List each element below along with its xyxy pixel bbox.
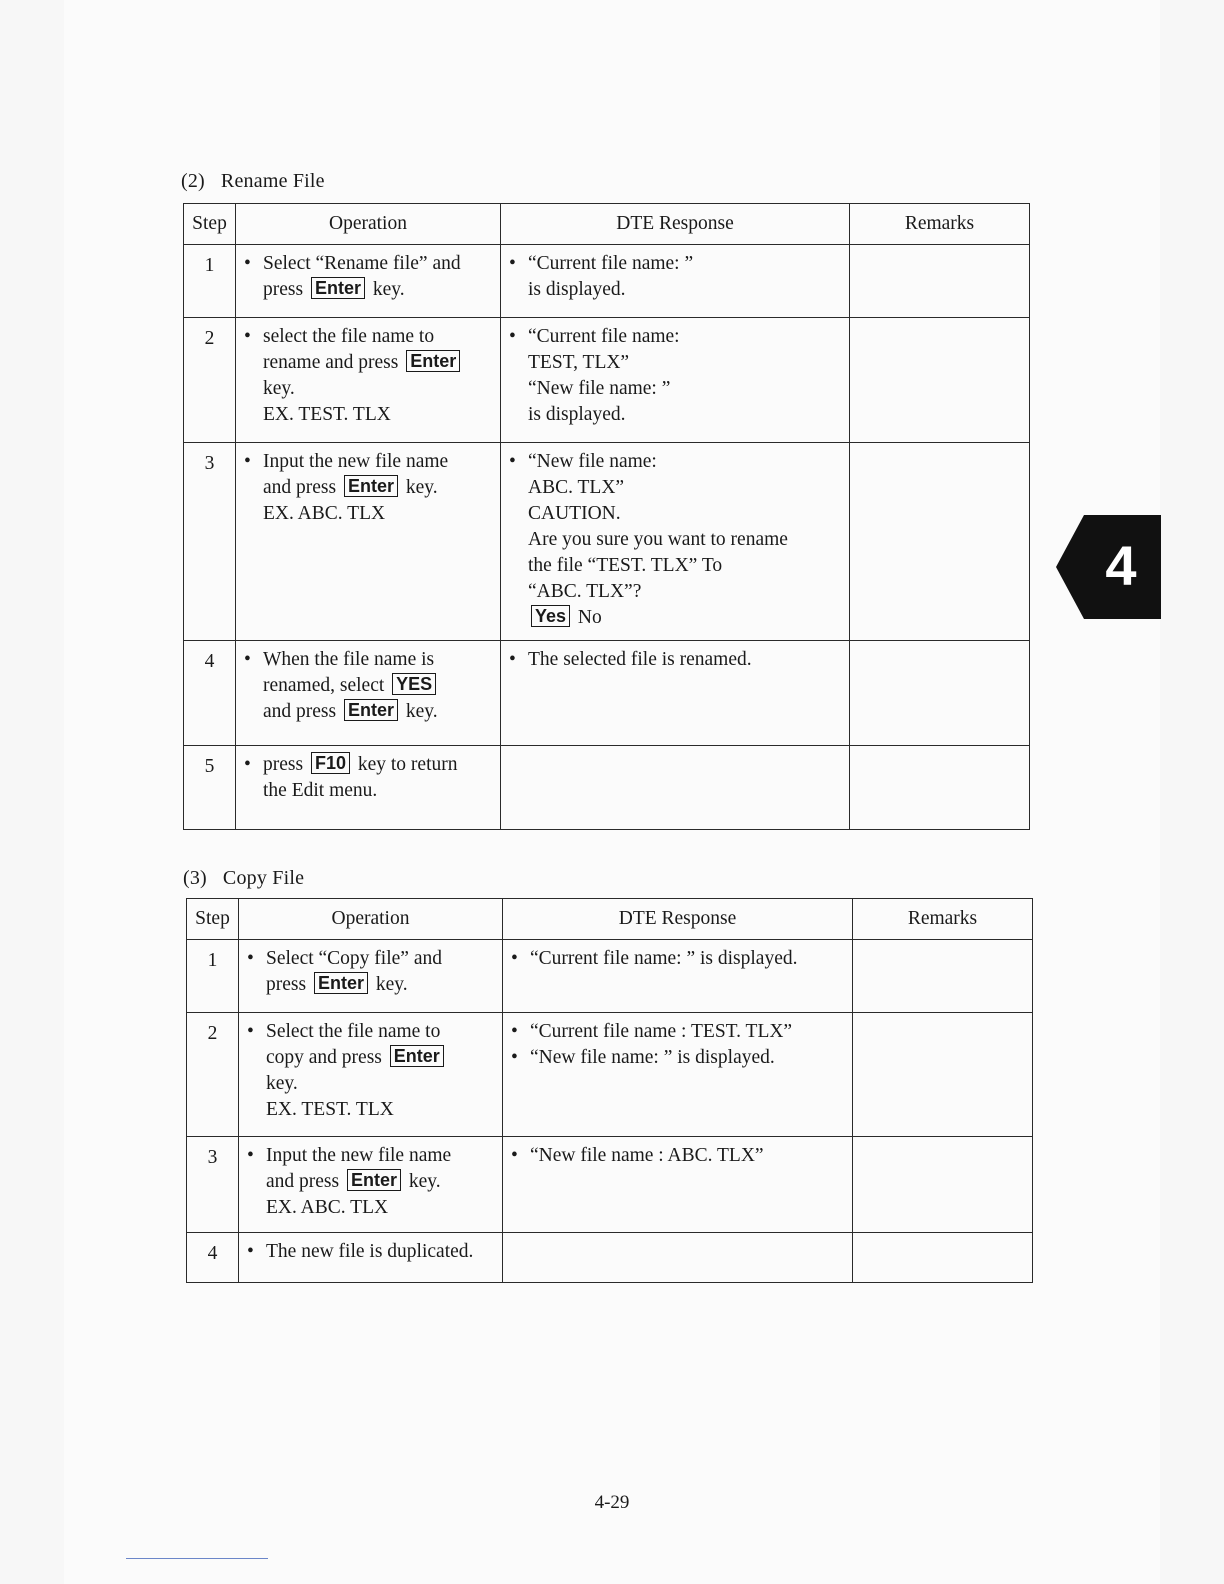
text-line <box>530 1045 844 1071</box>
header-operation: Operation <box>236 204 501 245</box>
text-line <box>266 1097 494 1123</box>
key-label: F10 <box>311 752 350 774</box>
text-segment: The new file is duplicated. <box>266 1241 474 1262</box>
response-item <box>509 251 841 303</box>
rename-file-table <box>183 203 1030 830</box>
copy-section-number: (3) <box>183 867 207 889</box>
remarks-cell <box>850 746 1030 830</box>
text-segment: and press <box>266 1171 344 1192</box>
text-line <box>266 1239 494 1265</box>
text-line <box>528 605 841 631</box>
text-line <box>528 251 841 277</box>
operation-cell <box>236 245 501 318</box>
text-line <box>528 579 841 605</box>
header-dte-response: DTE Response <box>501 204 850 245</box>
remarks-cell <box>850 641 1030 746</box>
table-row <box>184 245 1030 318</box>
text-segment: “New file name : ABC. TLX” <box>530 1145 764 1166</box>
dte-response-cell <box>501 318 850 443</box>
step-number: 3 <box>184 443 236 641</box>
text-line <box>530 1019 844 1045</box>
key-label: Enter <box>347 1169 401 1191</box>
dte-response-cell <box>503 940 853 1013</box>
text-line <box>266 1071 494 1097</box>
remarks-cell <box>850 443 1030 641</box>
text-segment: key. <box>367 279 405 300</box>
text-segment: and press <box>263 477 341 498</box>
text-segment: “Current file name: ” is displayed. <box>530 948 798 969</box>
rename-section-number: (2) <box>181 170 205 192</box>
table-header-row <box>187 899 1033 940</box>
text-segment: Input the new file name <box>266 1145 452 1166</box>
operation-item <box>244 449 492 527</box>
remarks-cell <box>853 940 1033 1013</box>
text-segment: key. <box>263 378 295 399</box>
header-step: Step <box>184 204 236 245</box>
step-number: 5 <box>184 746 236 830</box>
text-segment: CAUTION. <box>528 503 621 524</box>
table-row <box>187 1013 1033 1137</box>
step-number: 1 <box>184 245 236 318</box>
text-line <box>528 449 841 475</box>
text-line <box>528 402 841 428</box>
text-line <box>528 501 841 527</box>
table-row <box>184 443 1030 641</box>
table-row <box>187 940 1033 1013</box>
copy-section-label: Copy File <box>222 867 305 889</box>
text-segment: key. <box>401 477 438 498</box>
text-line <box>266 1195 494 1221</box>
table-row <box>187 1137 1033 1233</box>
text-line <box>266 1045 494 1071</box>
text-segment: Select the file name to <box>266 1021 441 1042</box>
text-segment: key. <box>266 1073 298 1094</box>
text-segment: press <box>263 279 308 300</box>
text-segment: EX. ABC. TLX <box>266 1197 389 1218</box>
operation-cell <box>239 1137 503 1233</box>
text-line <box>266 972 494 998</box>
operation-item <box>247 1143 494 1221</box>
header-step: Step <box>187 899 239 940</box>
rename-section-label: Rename File <box>220 170 325 192</box>
text-segment: When the file name is <box>263 649 435 670</box>
response-item <box>511 1019 844 1045</box>
text-segment: is displayed. <box>528 279 626 300</box>
response-item <box>511 946 844 972</box>
key-label: Enter <box>344 699 398 721</box>
text-segment: “Current file name: <box>528 326 680 347</box>
step-number: 1 <box>187 940 239 1013</box>
operation-item <box>247 1239 494 1265</box>
text-segment: Select “Copy file” and <box>266 948 442 969</box>
dte-response-cell <box>501 443 850 641</box>
key-label: Enter <box>344 475 398 497</box>
remarks-cell <box>850 318 1030 443</box>
key-label: Enter <box>390 1045 444 1067</box>
text-line <box>528 277 841 303</box>
response-item <box>511 1143 844 1169</box>
step-number: 2 <box>184 318 236 443</box>
text-segment: No <box>573 607 602 628</box>
table-row <box>184 746 1030 830</box>
text-line <box>530 1143 844 1169</box>
key-label: Yes <box>531 605 570 627</box>
text-segment: TEST, TLX” <box>528 352 630 373</box>
text-segment: “New file name: <box>528 451 657 472</box>
text-segment: EX. TEST. TLX <box>263 404 391 425</box>
text-segment: Are you sure you want to rename <box>528 529 788 550</box>
table-header-row <box>184 204 1030 245</box>
text-segment: EX. TEST. TLX <box>266 1099 394 1120</box>
text-segment: EX. ABC. TLX <box>263 503 386 524</box>
copy-file-table <box>186 898 1033 1283</box>
table-row <box>187 1233 1033 1283</box>
remarks-cell <box>850 245 1030 318</box>
text-line <box>263 475 492 501</box>
text-line <box>528 527 841 553</box>
response-item <box>511 1045 844 1071</box>
key-label: Enter <box>406 350 460 372</box>
text-line <box>528 376 841 402</box>
operation-item <box>244 324 492 428</box>
text-line <box>266 1019 494 1045</box>
text-line <box>263 449 492 475</box>
text-line <box>263 251 492 277</box>
text-line <box>530 946 844 972</box>
text-line <box>263 324 492 350</box>
text-segment: and press <box>263 701 341 722</box>
text-line <box>263 501 492 527</box>
header-dte-response: DTE Response <box>503 899 853 940</box>
text-line <box>263 673 492 699</box>
text-line <box>528 475 841 501</box>
key-label: Enter <box>311 277 365 299</box>
text-segment: “New file name: ” <box>528 378 671 399</box>
text-line <box>263 277 492 303</box>
text-segment: renamed, select <box>263 675 390 696</box>
text-segment: select the file name to <box>263 326 435 347</box>
text-line <box>528 350 841 376</box>
text-segment: Select “Rename file” and <box>263 253 461 274</box>
text-segment: rename and press <box>263 352 404 373</box>
text-segment: press <box>266 974 311 995</box>
chapter-tab-number: 4 <box>1105 534 1137 597</box>
text-segment: key. <box>404 1171 441 1192</box>
operation-cell <box>236 318 501 443</box>
text-segment: press <box>263 754 308 775</box>
text-segment: “ABC. TLX”? <box>528 581 642 602</box>
response-item <box>509 647 841 673</box>
text-line <box>263 752 492 778</box>
remarks-cell <box>853 1137 1033 1233</box>
operation-item <box>244 647 492 725</box>
dte-response-cell <box>503 1013 853 1137</box>
remarks-cell <box>853 1013 1033 1137</box>
text-line <box>528 553 841 579</box>
step-number: 4 <box>187 1233 239 1283</box>
response-item <box>509 449 841 631</box>
rename-section-title <box>181 170 325 193</box>
operation-cell <box>236 443 501 641</box>
text-segment: The selected file is renamed. <box>528 649 752 670</box>
text-line <box>266 946 494 972</box>
operation-cell <box>236 641 501 746</box>
remarks-cell <box>853 1233 1033 1283</box>
text-segment: “Current file name : TEST. TLX” <box>530 1021 793 1042</box>
step-number: 2 <box>187 1013 239 1137</box>
text-line <box>263 699 492 725</box>
copy-section-title <box>183 867 304 890</box>
footer-rule <box>126 1558 268 1559</box>
text-line <box>263 402 492 428</box>
text-line <box>266 1143 494 1169</box>
text-segment: key. <box>370 974 408 995</box>
operation-item <box>247 946 494 998</box>
text-line <box>528 324 841 350</box>
step-number: 3 <box>187 1137 239 1233</box>
text-segment: key to return <box>352 754 458 775</box>
text-line <box>528 647 841 673</box>
text-line <box>263 647 492 673</box>
header-operation: Operation <box>239 899 503 940</box>
operation-cell <box>239 1233 503 1283</box>
text-segment: is displayed. <box>528 404 626 425</box>
text-segment: “New file name: ” is displayed. <box>530 1047 775 1068</box>
text-segment: the file “TEST. TLX” To <box>528 555 723 576</box>
dte-response-cell <box>503 1137 853 1233</box>
dte-response-cell <box>501 746 850 830</box>
text-segment: “Current file name: ” <box>528 253 694 274</box>
operation-item <box>244 251 492 303</box>
text-line <box>266 1169 494 1195</box>
key-label: YES <box>392 673 436 695</box>
dte-response-cell <box>503 1233 853 1283</box>
table-row <box>184 318 1030 443</box>
operation-item <box>244 752 492 804</box>
operation-cell <box>239 1013 503 1137</box>
text-line <box>263 376 492 402</box>
text-segment: key. <box>401 701 438 722</box>
operation-cell <box>239 940 503 1013</box>
operation-item <box>247 1019 494 1123</box>
page-number: 4-29 <box>594 1492 630 1513</box>
text-segment: Input the new file name <box>263 451 449 472</box>
dte-response-cell <box>501 641 850 746</box>
header-remarks: Remarks <box>850 204 1030 245</box>
step-number: 4 <box>184 641 236 746</box>
text-segment: the Edit menu. <box>263 780 378 801</box>
chapter-tab <box>1056 515 1161 619</box>
dte-response-cell <box>501 245 850 318</box>
key-label: Enter <box>314 972 368 994</box>
response-item <box>509 324 841 428</box>
text-line <box>263 778 492 804</box>
operation-cell <box>236 746 501 830</box>
header-remarks: Remarks <box>853 899 1033 940</box>
text-line <box>263 350 492 376</box>
text-segment: copy and press <box>266 1047 387 1068</box>
table-row <box>184 641 1030 746</box>
text-segment: ABC. TLX” <box>528 477 625 498</box>
